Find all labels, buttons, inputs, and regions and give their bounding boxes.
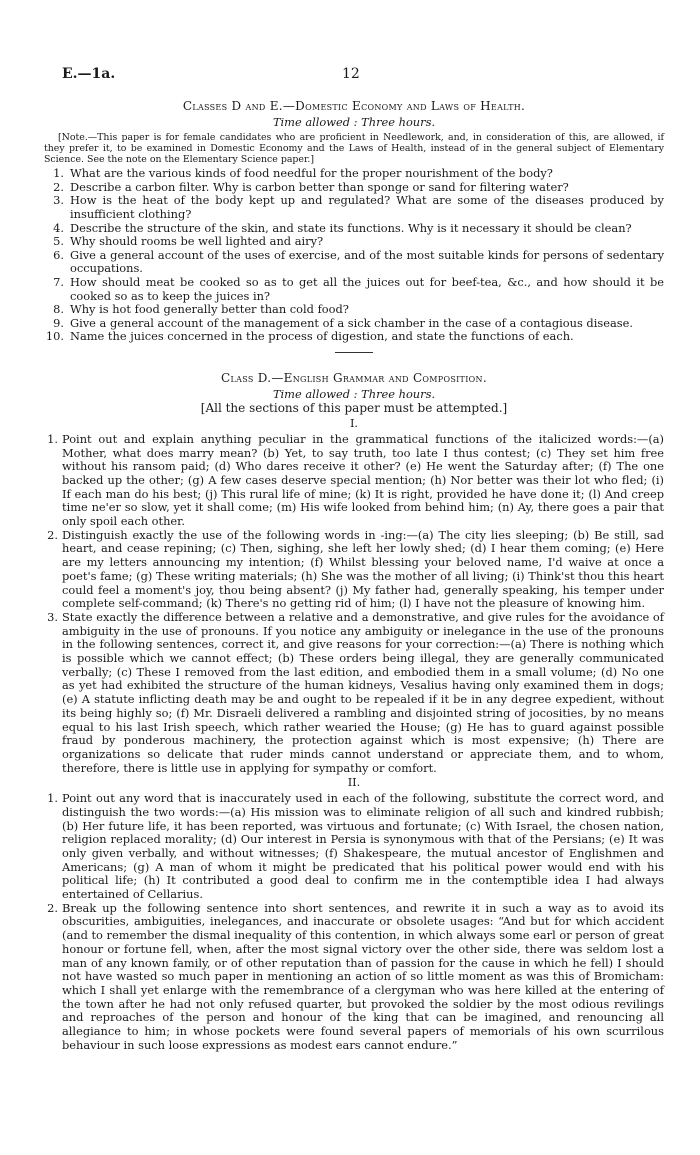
question-item — [44, 276, 664, 303]
question-number: 4. — [53, 220, 64, 235]
part-number: I. — [349, 416, 359, 431]
question-number: 3. — [53, 193, 64, 208]
page-header — [62, 66, 638, 86]
section-divider — [335, 352, 373, 353]
section-note: [Note.—This paper is for female candidates who are proficient in Needlework, and, in consideration of this, are allowed, if they prefer it, to be examined in Domestic Economy and the Laws of Health, instead of in the general subject of Elementary Science. See the note on the Elementary Science paper.] — [44, 132, 664, 166]
question-list — [44, 167, 664, 344]
question-text: Name the juices concerned in the process of digestion, and state the functions of each. — [70, 329, 574, 344]
question-number: 5. — [53, 234, 64, 249]
question-item — [44, 167, 664, 181]
question-item — [44, 433, 664, 529]
question-item — [44, 222, 664, 236]
section-instruction: [All the sections of this paper must be attempted.] — [200, 401, 508, 416]
question-list — [44, 792, 664, 1052]
question-item — [44, 249, 664, 276]
question-text: Give a general account of the uses of exercise, and of the most suitable kinds for persons of sedentary occupations. — [70, 247, 664, 276]
question-item — [44, 611, 664, 775]
question-text: Give a general account of the management of a sick chamber in the case of a contagious disease. — [70, 315, 633, 330]
question-item — [44, 317, 664, 331]
time-allowed: Time allowed : Three hours. — [272, 386, 436, 401]
page-number: 12 — [342, 66, 360, 82]
question-number: 8. — [53, 302, 64, 317]
question-text: Point out any word that is inaccurately used in each of the following, substitute the correct word, and distinguish the two words:—(a) His mission was to eliminate religion of all such and kindred rubbish; (b) Her future life, it has been reported, was virtuous and fortunate; (c) With Israel, the chosen nation, religion replaced morality; (d) Our interest in Persia is synonymous with that of the Persians; (e) It was only given verbally, and without witnesses; (f) Shakespeare, the mutual ancestor of Englishmen and Americans; (g) A man of whom it might be predicated that his political power would end with his political life; (h) It contributed a good deal to confirm me in the contemptible idea I had always entertained of Cellarius. — [62, 791, 664, 902]
question-text: Describe a carbon filter. Why is carbon better than sponge or sand for filtering water? — [70, 179, 569, 194]
question-item — [44, 303, 664, 317]
section-title: Class D.—English Grammar and Composition. — [221, 371, 487, 385]
question-number: 6. — [53, 247, 64, 262]
question-text: Distinguish exactly the use of the following words in -ing:—(a) The city lies sleeping; (b) Be still, sad heart, and cease repining; (c) Then, sighing, she left her lowly shed; (d) I hear them coming; (e) Here are my letters announcing my intention; (f) Whilst blessing your beloved name, I'd waive at once a poet's fame; (g) These writing materials; (h) She was the mother of all living; (i) Think'st thou this heart could feel a moment's joy, thou being absent? (j) My father had, generally speaking, his temper under complete self-command; (k) There's no getting rid of him; (l) I have not the pleasure of knowing him. — [62, 527, 664, 611]
question-number: 1. — [47, 791, 58, 806]
time-allowed: Time allowed : Three hours. — [272, 114, 436, 129]
section-title: Classes D and E.—Domestic Economy and Laws of Health. — [182, 99, 526, 113]
question-item — [44, 330, 664, 344]
part-number: II. — [347, 775, 361, 790]
question-number: 10. — [45, 329, 64, 344]
section-english-grammar — [44, 372, 664, 1052]
question-item — [44, 529, 664, 611]
question-number: 2. — [53, 179, 64, 194]
document-reference: E.—1a. — [62, 66, 116, 82]
question-text: Describe the structure of the skin, and state its functions. Why is it necessary it should be clean? — [70, 220, 632, 235]
question-text: Why is hot food generally better than cold food? — [70, 302, 349, 317]
question-number: 1. — [47, 431, 58, 446]
question-number: 9. — [53, 315, 64, 330]
question-text: Break up the following sentence into short sentences, and rewrite it in such a way as to avoid its obscurities, ambiguities, inelegances, and inaccurate or obsolete usages: “And but for which accident (and to remember the dismal inequality of this contention, in which always some earl or person of great honour or fortune fell, when, after the most signal victory over the other side, there was seldom lost a man of any known family, or of other reputation than of passion for the cause in which he fell) I should not have wasted so much paper in mentioning an action of so little moment as was this of Bromicham: which I shall yet enlarge with the remembrance of a clergyman who was here killed at the entering of the town after he had not only refused quarter, but provoked the soldier by the most odious revilings and reproaches of the person and honour of the king that can be imagined, and renouncing all allegiance to him; in whose pockets were found several papers of memorials of his own scurrilous behaviour in such loose expressions as modest ears cannot endure.” — [62, 900, 664, 1052]
question-list — [44, 433, 664, 776]
section-domestic-economy — [44, 100, 664, 360]
question-item — [44, 235, 664, 249]
question-text: How is the heat of the body kept up and regulated? What are some of the diseases produced by insufficient clothing? — [70, 193, 664, 221]
question-item — [44, 902, 664, 1053]
question-text: Point out and explain anything peculiar in the grammatical functions of the italicized words:—(a) Mother, what does marry mean? (b) Yet, to say truth, too late I thus contest; (c) They set him free without his ransom paid; (d) Who dares receive it other? (e) He went the Saturday after; (f) The one backed up the other; (g) A few cases deserve special mention; (h) Nor better was their lot who fled; (i) If each man do his best; (j) This rural life of mine; (k) It is right, provided he have done it; (l) And creep time ne'er so slow, yet it shall come; (m) His wife looked from behind him; (n) Ay, there goes a pair that only spoil each other. — [62, 431, 664, 529]
question-number: 1. — [53, 166, 64, 181]
question-number: 2. — [47, 900, 58, 915]
question-text: Why should rooms be well lighted and airy? — [70, 234, 324, 249]
question-number: 2. — [47, 527, 58, 542]
question-text: How should meat be cooked so as to get all the juices out for beef-tea, &c., and how should it be cooked so as to keep the juices in? — [70, 274, 664, 303]
question-item — [44, 792, 664, 902]
question-text: What are the various kinds of food needful for the proper nourishment of the body? — [70, 166, 553, 181]
question-item — [44, 181, 664, 195]
question-number: 3. — [47, 609, 58, 624]
question-item — [44, 194, 664, 221]
question-text: State exactly the difference between a relative and a demonstrative, and give rules for the avoidance of ambiguity in the use of pronouns. If you notice any ambiguity or inelegance in the use of the pronouns in the following sentences, correct it, and give reasons for your correction:—(a) There is nothing which is possible which we cannot effect; (b) These orders being illegal, they are generally communicated verbally; (c) These I removed from the last edition, and embodied them in a small volume; (d) No one as yet had exhibited the structure of the human kidneys, Vesalius having only examined them in dogs; (e) A statute inflicting death may be and ought to be repealed if it be in any degree expedient, without its being highly so; (f) Mr. Disraeli delivered a rambling and disjointed string of jocosities, by no means equal to his last Irish speech, which rather wearied the House; (g) He has to guard against possible fraud by ponderous machinery, the protection against which is most expensive; (h) There are organizations so delicate that ruder minds cannot understand or appreciate them, and to whom, therefore, there is little use in applying for sympathy or comfort. — [62, 609, 664, 775]
question-number: 7. — [53, 274, 64, 289]
